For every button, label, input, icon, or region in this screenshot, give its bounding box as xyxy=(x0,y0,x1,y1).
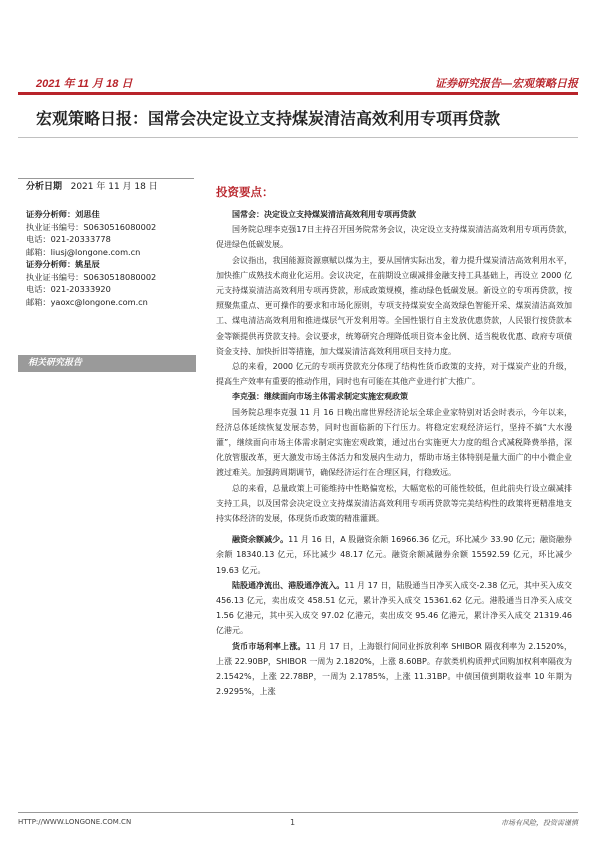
paragraph: 会议指出，我国能源资源禀赋以煤为主，要从国情实际出发，着力提升煤炭清洁高效利用水平，加快推广成熟技术商业化运用。会议决定，在前期设立碳减排金融支持工具基础上，再设立 2000 亿元支持煤炭清洁高效利用专项再贷款，形成政策规模，推动绿色低碳发展。新设立的专项再贷款，按照聚焦重点、更可操作的要求和市场化原则，专项支持煤炭安全高效绿色智能开采、煤炭清洁高效加工、煤电清洁高效利用和推进煤层气开发利用等。全国性银行自主发放优惠贷款，人民银行按贷款本金等额提供再贷款支持。会议要求，统筹研究合理降低项目资本金比例、适当税收优惠、政府专项债资金支持、加快折旧等措施，加大煤炭清洁高效利用项目支持力度。 xyxy=(216,255,572,356)
analyst-email xyxy=(26,246,196,259)
analyst-role-label: 证券分析师： xyxy=(26,259,76,269)
analyst-block-2 xyxy=(26,258,196,308)
paragraph: 总的来看，总量政策上可能维持中性略偏宽松，大幅宽松的可能性较低，但此前央行设立碳减排支持工具，以及国常会决定设立支持煤炭清洁高效利用专项再贷款等完美结构性的政策将更精准地支持实体经济的发展，体现货币政策的精准灌溉。 xyxy=(216,483,572,524)
email-label: 邮箱： xyxy=(26,296,51,307)
analyst-block-1 xyxy=(26,208,196,258)
analyst-name-line xyxy=(26,208,196,221)
email-link[interactable]: yaoxc@longone.com.cn xyxy=(50,296,148,307)
main-body xyxy=(216,207,572,700)
license-label: 执业证书编号： xyxy=(26,221,84,232)
phone-value: 021-20333778 xyxy=(50,234,111,245)
item-text: 11 月 17 日，陆股通当日净买入成交-2.38 亿元，其中买入成交 456.13 亿元，卖出成交 458.51 亿元，累计净买入成交 15361.62 亿元。港股通当日净买入成交 1.56 亿港元，其中买入成交 97.02 亿港元，卖出成交 95.46 亿港元，累计净买入成交 21319.46 亿港元。 xyxy=(216,580,573,636)
phone-label: 电话： xyxy=(26,234,51,245)
phone-label: 电话： xyxy=(26,284,51,295)
phone-value: 021-20333920 xyxy=(50,284,111,295)
analysis-date-value: 2021 年 11 月 18 日 xyxy=(70,182,158,192)
item-lead: 融资余额减少。 xyxy=(232,535,289,545)
footer-url[interactable]: HTTP://WWW.LONGONE.COM.CN xyxy=(18,818,132,826)
license-value: S0630516080002 xyxy=(83,221,157,232)
sidebar-top-rule xyxy=(18,178,194,179)
analyst-name: 刘思佳 xyxy=(75,209,100,219)
email-label: 邮箱： xyxy=(26,246,51,257)
paragraph: 总的来看，2000 亿元的专项再贷款充分体现了结构性货币政策的支持，对于煤炭产业的升级，提高生产效率有重要的推动作用，同时也有可能在其他产业进行扩大推广。 xyxy=(216,362,572,387)
analyst-phone xyxy=(26,283,196,296)
item-lead: 货币市场利率上涨。 xyxy=(232,641,306,651)
investment-highlights-heading: 投资要点： xyxy=(216,185,274,199)
paragraph: 国务院总理李克强 11 月 16 日晚出席世界经济论坛全球企业家特别对话会时表示，今年以来，经济总体延续恢复发展态势，同时也面临新的下行压力。将稳定宏观经济运行，坚持不搞“大水漫灌”，继续面向市场主体需求制定实施宏观政策，通过出台实施更大力度的组合式减税降费举措，深化放管服改革，更大激发市场主体活力和发展内生动力，帮助市场主体特别是量大面广的中小微企业渡过难关。加强跨周期调节，确保经济运行在合理区间，行稳致远。 xyxy=(216,407,572,478)
page-number: 1 xyxy=(290,818,296,827)
market-item xyxy=(216,578,572,639)
market-item xyxy=(216,532,572,578)
header-rule xyxy=(18,92,578,95)
section-heading: 李克强：继续面向市场主体需求制定实施宏观政策 xyxy=(232,392,408,402)
report-date: 2021 年 11 月 18 日 xyxy=(36,78,133,90)
page-title: 宏观策略日报：国常会决定设立支持煤炭清洁高效利用专项再贷款 xyxy=(36,109,501,128)
related-reports-header: 相关研究报告 xyxy=(18,355,196,372)
analysis-date-label: 分析日期 xyxy=(26,182,63,192)
analyst-name-line xyxy=(26,258,196,271)
item-text: 11 月 16 日，A 股融资余额 16966.36 亿元，环比减少 33.90 亿元；融资融券余额 18340.13 亿元，环比减少 48.17 亿元。融资余额减融券余额 15592.59 亿元，环比减少 19.63 亿元。 xyxy=(216,535,573,575)
item-lead: 陆股通净流出、港股通净流入。 xyxy=(232,580,345,590)
analyst-email xyxy=(26,296,196,309)
footer-rule xyxy=(18,812,578,813)
analyst-license xyxy=(26,271,196,284)
item-text: 11 月 17 日，上海银行间同业拆放利率 SHIBOR 隔夜利率为 2.1520%，上涨 22.90BP，SHIBOR 一周为 2.1820%，上涨 8.60BP。存款类机构质押式回购加权利率隔夜为 2.1542%，上涨 22.78BP，一周为 2.1785%，上涨 11.31BP。中债国债到期收益率 10 年期为 2.9295%，上涨 xyxy=(216,641,572,697)
email-link[interactable]: liusj@longone.com.cn xyxy=(50,246,141,257)
market-item xyxy=(216,639,572,700)
license-value: S0630518080002 xyxy=(83,271,157,282)
paragraph: 国务院总理李克强17日主持召开国务院常务会议，决定设立支持煤炭清洁高效利用专项再贷款，促进绿色低碳发展。 xyxy=(216,225,572,250)
analyst-name: 姚星辰 xyxy=(75,259,100,269)
analysis-date xyxy=(26,181,158,194)
footer-slogan: 市场有风险，投资需谨慎 xyxy=(501,819,578,827)
analyst-role-label: 证券分析师： xyxy=(26,209,76,219)
section-heading: 国常会：决定设立支持煤炭清洁高效利用专项再贷款 xyxy=(232,210,416,219)
license-label: 执业证书编号： xyxy=(26,271,84,282)
analyst-phone xyxy=(26,233,196,246)
analyst-license xyxy=(26,221,196,234)
title-rule xyxy=(18,137,578,138)
report-type: 证券研究报告—宏观策略日报 xyxy=(435,78,578,90)
